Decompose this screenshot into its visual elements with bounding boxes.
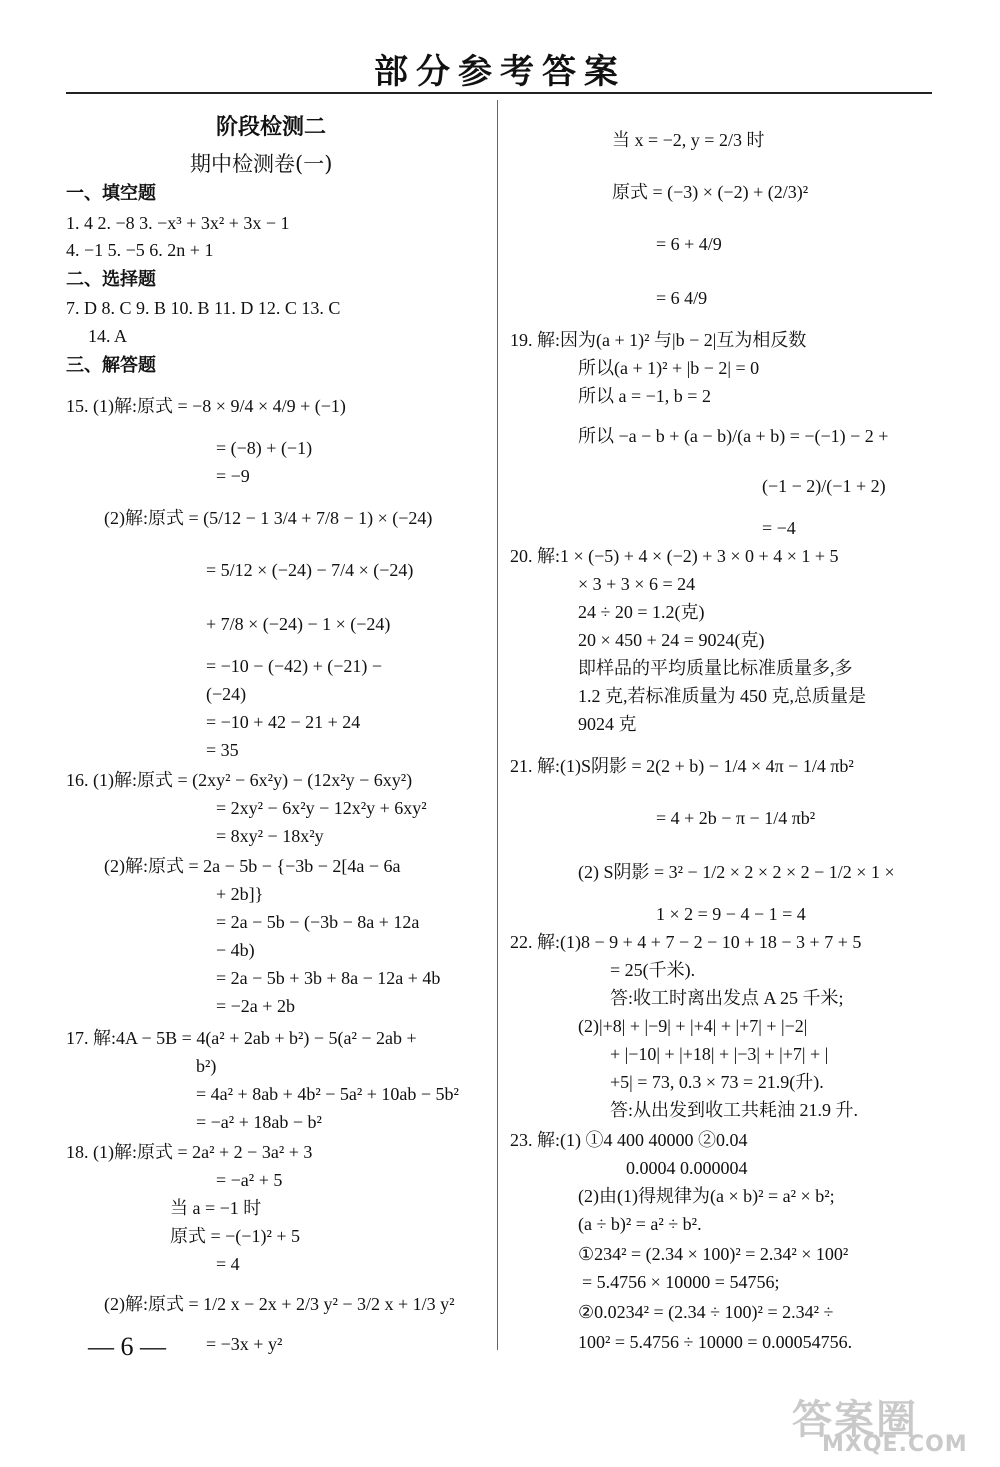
answer-line: 100² = 5.4756 ÷ 10000 = 0.00054756. xyxy=(578,1332,853,1352)
answer-line: 20. 解:1 × (−5) + 4 × (−2) + 3 × 0 + 4 × 1 + 5 xyxy=(510,546,839,566)
answer-line: = −a² + 18ab − b² xyxy=(196,1112,322,1132)
answer-line: (2)解:原式 = (5/12 − 1 3/4 + 7/8 − 1) × (−24) xyxy=(104,508,433,528)
answer-line: 当 a = −1 时 xyxy=(170,1198,262,1218)
answer-line: = 2a − 5b + 3b + 8a − 12a + 4b xyxy=(216,968,441,988)
answer-line: = 2xy² − 6x²y − 12x²y + 6xy² xyxy=(216,798,427,818)
answer-line: = 5.4756 × 10000 = 54756; xyxy=(582,1272,780,1292)
answer-line: = 5/12 × (−24) − 7/4 × (−24) xyxy=(206,560,414,580)
answer-line: 1.2 克,若标准质量为 450 克,总质量是 xyxy=(578,686,866,706)
answer-line: 15. (1)解:原式 = −8 × 9/4 × 4/9 + (−1) xyxy=(66,396,346,416)
answer-line: 23. 解:(1) ①4 400 40000 ②0.04 xyxy=(510,1130,748,1150)
answer-line: = −4 xyxy=(762,518,796,538)
answer-line: 14. A xyxy=(88,326,128,346)
answer-line: ②0.0234² = (2.34 ÷ 100)² = 2.34² ÷ xyxy=(578,1302,834,1322)
answer-line: 原式 = −(−1)² + 5 xyxy=(170,1226,300,1246)
answer-line: 答:从出发到收工共耗油 21.9 升. xyxy=(610,1100,858,1120)
answer-line: = −3x + y² xyxy=(206,1334,283,1354)
answer-line: (2) S阴影 = 3² − 1/2 × 2 × 2 × 2 − 1/2 × 1 × xyxy=(578,862,895,882)
answer-line: 7. D 8. C 9. B 10. B 11. D 12. C 13. C xyxy=(66,298,341,318)
answer-line: = 4 xyxy=(216,1254,240,1274)
answer-line: × 3 + 3 × 6 = 24 xyxy=(578,574,696,594)
answer-line: 一、填空题 xyxy=(66,183,156,204)
exam-subtitle: 期中检测卷(一) xyxy=(190,152,333,176)
answer-line: = 4 + 2b − π − 1/4 πb² xyxy=(656,808,816,828)
answer-line: +5| = 73, 0.3 × 73 = 21.9(升). xyxy=(610,1072,824,1092)
page-title: 部分参考答案 xyxy=(374,52,626,92)
answer-line: 19. 解:因为(a + 1)² 与|b − 2|互为相反数 xyxy=(510,330,807,350)
answer-line: = −10 + 42 − 21 + 24 xyxy=(206,712,361,732)
answer-line: = 25(千米). xyxy=(610,960,696,980)
answer-line: = −a² + 5 xyxy=(216,1170,283,1190)
watermark-logo xyxy=(792,1388,982,1458)
answer-line: 1. 4 2. −8 3. −x³ + 3x² + 3x − 1 xyxy=(66,213,290,233)
answer-line: (2)由(1)得规律为(a × b)² = a² × b²; xyxy=(578,1186,835,1206)
answer-line: = (−8) + (−1) xyxy=(216,438,313,458)
answer-line: (2)解:原式 = 2a − 5b − {−3b − 2[4a − 6a xyxy=(104,856,401,876)
answer-line: = −9 xyxy=(216,466,250,486)
answer-line: 9024 克 xyxy=(578,714,637,734)
answer-line: − 4b) xyxy=(216,940,255,960)
answer-line: + |−10| + |+18| + |−3| + |+7| + | xyxy=(610,1044,829,1064)
answer-line: 0.0004 0.000004 xyxy=(626,1158,748,1178)
column-divider xyxy=(497,100,498,1350)
answer-line: (−1 − 2)/(−1 + 2) xyxy=(762,476,886,496)
answer-line: = 8xy² − 18x²y xyxy=(216,826,324,846)
answer-line: 18. (1)解:原式 = 2a² + 2 − 3a² + 3 xyxy=(66,1142,313,1162)
answer-line: 21. 解:(1)S阴影 = 2(2 + b) − 1/4 × 4π − 1/4 πb² xyxy=(510,756,854,776)
answer-line: = 4a² + 8ab + 4b² − 5a² + 10ab − 5b² xyxy=(196,1084,459,1104)
answer-line: 二、选择题 xyxy=(66,269,156,290)
answer-line: + 2b]} xyxy=(216,884,264,904)
answer-line: 三、解答题 xyxy=(66,355,156,376)
answer-line: (2)|+8| + |−9| + |+4| + |+7| + |−2| xyxy=(578,1016,808,1036)
header-divider xyxy=(66,92,932,94)
answer-line: 所以 −a − b + (a − b)/(a + b) = −(−1) − 2 + xyxy=(578,426,889,446)
answer-line: 答:收工时离出发点 A 25 千米; xyxy=(610,988,844,1008)
answer-line: 20 × 450 + 24 = 9024(克) xyxy=(578,630,765,650)
section-title: 阶段检测二 xyxy=(216,115,327,140)
page-number: — 6 — xyxy=(88,1332,166,1361)
answer-line: 所以 a = −1, b = 2 xyxy=(578,386,711,406)
answer-line: (a ÷ b)² = a² ÷ b². xyxy=(578,1214,702,1234)
answer-line: 原式 = (−3) × (−2) + (2/3)² xyxy=(612,182,809,202)
answer-line: 4. −1 5. −5 6. 2n + 1 xyxy=(66,240,214,260)
answer-line: = 35 xyxy=(206,740,239,760)
answer-line: (−24) xyxy=(206,684,247,704)
answer-line: 16. (1)解:原式 = (2xy² − 6x²y) − (12x²y − 6xy²) xyxy=(66,770,413,790)
answer-line: = 2a − 5b − (−3b − 8a + 12a xyxy=(216,912,420,932)
answer-line: 24 ÷ 20 = 1.2(克) xyxy=(578,602,705,622)
answer-line: = 6 + 4/9 xyxy=(656,234,722,254)
answer-line: 即样品的平均质量比标准质量多,多 xyxy=(578,658,853,678)
answer-line: 22. 解:(1)8 − 9 + 4 + 7 − 2 − 10 + 18 − 3 + 7 + 5 xyxy=(510,932,862,952)
answer-line: = 6 4/9 xyxy=(656,288,708,308)
answer-line: 1 × 2 = 9 − 4 − 1 = 4 xyxy=(656,904,806,924)
answer-line: = −10 − (−42) + (−21) − xyxy=(206,656,383,676)
answer-line: + 7/8 × (−24) − 1 × (−24) xyxy=(206,614,391,634)
watermark-text: 答案圈 xyxy=(792,1397,918,1443)
answer-line: = −2a + 2b xyxy=(216,996,295,1016)
answer-line: (2)解:原式 = 1/2 x − 2x + 2/3 y² − 3/2 x + 1/3 y² xyxy=(104,1294,455,1314)
answer-line: ①234² = (2.34 × 100)² = 2.34² × 100² xyxy=(578,1244,849,1264)
answer-line: 所以(a + 1)² + |b − 2| = 0 xyxy=(578,358,760,378)
answer-line: b²) xyxy=(196,1056,217,1076)
answer-line: 当 x = −2, y = 2/3 时 xyxy=(612,130,765,150)
watermark-url: MXQE.COM xyxy=(822,1432,968,1457)
answer-line: 17. 解:4A − 5B = 4(a² + 2ab + b²) − 5(a² − 2ab + xyxy=(66,1028,417,1048)
